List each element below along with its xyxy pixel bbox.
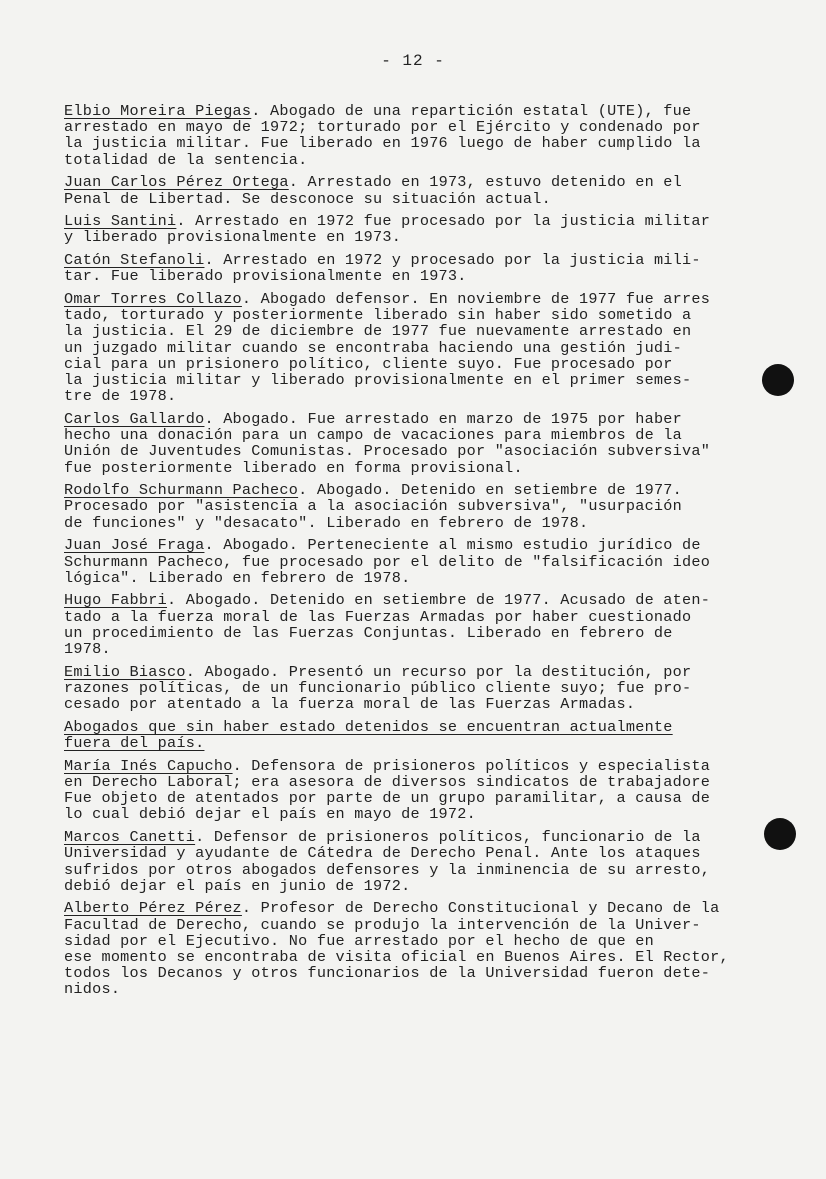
entry-marcos-canetti xyxy=(64,829,794,894)
entry-alberto-perez-perez xyxy=(64,900,794,997)
entry-name: Luis Santini xyxy=(64,212,177,231)
entry-name: Juan Carlos Pérez Ortega xyxy=(64,173,289,192)
entry-name: Alberto Pérez Pérez xyxy=(64,899,242,918)
entry-name: María Inés Capucho xyxy=(64,756,233,775)
entry-text: . Abogado. Detenido en setiembre de 1977. Acusado de aten- tado a la fuerza moral de las Fuerzas Armadas por haber cuestionado un procedimiento de las Fuerzas Conjuntas. Liberado en febrero de 1978. xyxy=(64,591,711,659)
entry-juan-jose-fraga xyxy=(64,537,794,586)
entry-text: . Abogado defensor. En noviembre de 1977 fue arres tado, torturado y posteriormente liberado sin haber sido sometido a la justicia. El 29 de diciembre de 1977 fue nuevamente arrestado en un juzgado militar cuando se encontraba haciendo una gestión judi- cial para un prisionero político, cliente suyo. Fue procesado por la justicia militar y liberado provisionalmente en el primer semes- tre de 1978. xyxy=(64,290,711,406)
entry-rodolfo-schurmann-pacheco xyxy=(64,482,794,531)
entry-text: . Defensora de prisioneros políticos y especialista en Derecho Laboral; era asesora de diversos sindicatos de trabajadore Fue objeto de atentados por parte de un grupo paramilitar, a causa de lo cual debió dejar el país en mayo de 1972. xyxy=(64,756,711,824)
entry-text: . Abogado. Detenido en setiembre de 1977. Procesado por "asistencia a la asociación subversiva", "usurpación de funciones" y "desacato". Liberado en febrero de 1978. xyxy=(64,481,683,532)
entry-text: . Defensor de prisioneros políticos, funcionario de la Universidad y ayudante de Cátedra de Derecho Penal. Ante los ataques sufridos por otros abogados defensores y la inminencia de su arresto, debió dejar el país en junio de 1972. xyxy=(64,828,711,895)
punch-hole-top xyxy=(762,364,794,396)
entry-omar-torres-collazo xyxy=(64,291,794,404)
entry-name: Elbio Moreira Piegas xyxy=(64,102,252,120)
document-body xyxy=(64,103,794,1004)
entry-maria-ines-capucho xyxy=(64,758,794,823)
entry-text: . Arrestado en 1972 fue procesado por la justicia militar y liberado provisionalmente en 1973. xyxy=(64,212,711,247)
entry-hugo-fabbri xyxy=(64,592,794,657)
entry-name: Omar Torres Collazo xyxy=(64,290,242,309)
entry-name: Marcos Canetti xyxy=(64,828,196,847)
entry-text: . Profesor de Derecho Constitucional y Decano de la Facultad de Derecho, cuando se produjo la intervención de la Univer- sidad por el Ejecutivo. No fue arrestado por el hecho de que en ese momento se encontraba de visita oficial en Buenos Aires. El Rector, todos los Decanos y otros funcionarios de la Universidad fueron dete- nidos. xyxy=(64,899,729,999)
entry-name: Rodolfo Schurmann Pacheco xyxy=(64,481,299,500)
entry-carlos-gallardo xyxy=(64,411,794,476)
entry-name: Juan José Fraga xyxy=(64,536,205,555)
entry-text: . Arrestado en 1972 y procesado por la justicia mili- tar. Fue liberado provisionalmente en 1973. xyxy=(64,251,701,286)
entry-caton-stefanoli xyxy=(64,252,794,284)
entry-text: . Abogado. Presentó un recurso por la destitución, por razones políticas, de un funcionario público cliente suyo; fue pro- cesado por atentado a la fuerza moral de las Fuerzas Armadas. xyxy=(64,662,692,714)
entry-name: Hugo Fabbri xyxy=(64,591,168,610)
entry-name: Emilio Biasco xyxy=(64,662,186,681)
entry-luis-santini xyxy=(64,213,794,245)
entry-elbio-moreira-piegas xyxy=(64,103,794,168)
entry-name: Catón Stefanoli xyxy=(64,251,205,270)
entry-name: Carlos Gallardo xyxy=(64,409,205,428)
section-heading: Abogados que sin haber estado detenidos se encuentran actualmente fuera del país. xyxy=(64,717,673,753)
entry-juan-carlos-perez-ortega xyxy=(64,174,794,206)
entry-text: . Abogado de una repartición estatal (UTE), fue arrestado en mayo de 1972; torturado por el Ejército y condenado por la justicia militar. Fue liberado en 1976 luego de haber cumplido la totalidad de la sentencia. xyxy=(64,102,701,169)
entry-text: . Abogado. Perteneciente al mismo estudio jurídico de Schurmann Pacheco, fue procesado por el delito de "falsificación ideo lógica". Liberado en febrero de 1978. xyxy=(64,536,711,587)
page-number: - 12 - xyxy=(381,52,445,70)
entry-text: . Arrestado en 1973, estuvo detenido en el Penal de Libertad. Se desconoce su situación actual. xyxy=(64,173,683,208)
entry-emilio-biasco xyxy=(64,664,794,713)
entry-text: . Abogado. Fue arrestado en marzo de 1975 por haber hecho una donación para un campo de vacaciones para miembros de la Unión de Juventudes Comunistas. Procesado por "asociación subversiva" fue posteriormente liberado en forma provisional. xyxy=(64,409,711,477)
punch-hole-bottom xyxy=(764,818,796,850)
